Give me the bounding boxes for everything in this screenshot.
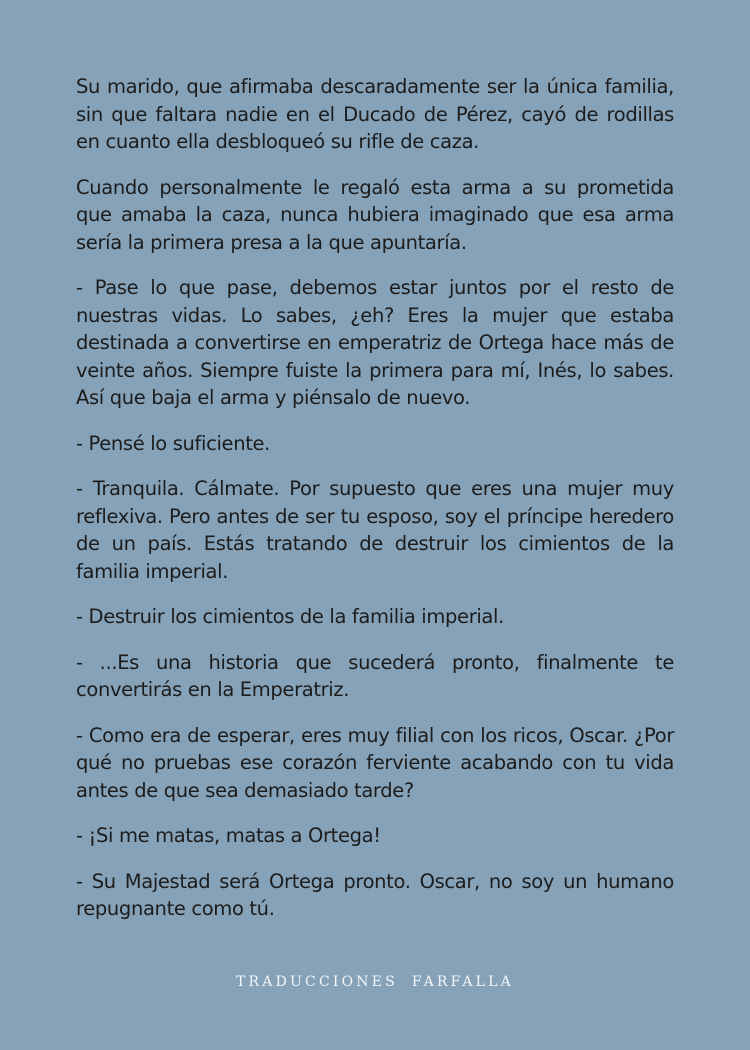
paragraph-10: - Su Majestad será Ortega pronto. Oscar, no soy un humano repugnante como tú. bbox=[76, 869, 674, 920]
body-text bbox=[76, 73, 674, 941]
paragraph-4: - Pensé lo suficiente. bbox=[76, 431, 270, 455]
footer-word-1: TRADUCCIONES bbox=[236, 974, 398, 990]
paragraph-2: Cuando personalmente le regaló esta arma a su prometida que amaba la caza, nunca hubiera imaginado que esa arma sería la primera presa a la que apuntaría. bbox=[76, 175, 674, 254]
footer-word-2: FARFALLA bbox=[411, 974, 514, 990]
footer-credit bbox=[0, 974, 750, 990]
paragraph-6: - Destruir los cimientos de la familia imperial. bbox=[76, 605, 504, 628]
paragraph-7: - ...Es una historia que sucederá pronto, finalmente te convertirás en la Emperatriz. bbox=[76, 650, 674, 701]
paragraph-3: - Pase lo que pase, debemos estar juntos por el resto de nuestras vidas. Lo sabes, ¿eh? Eres la mujer que estaba destinada a convertirse en emperatriz de Ortega hace más de veinte años. Siempre fuiste la primera para mí, Inés, lo sabes. Así que baja el arma y piénsalo de nuevo. bbox=[76, 276, 674, 409]
paragraph-1: Su marido, que afirmaba descaradamente ser la única familia, sin que faltara nadie en el Ducado de Pérez, cayó de rodillas en cuanto ella desbloqueó su rifle de caza. bbox=[76, 75, 674, 153]
paragraph-8: - Como era de esperar, eres muy filial con los ricos, Oscar. ¿Por qué no pruebas ese corazón ferviente acabando con tu vida antes de que sea demasiado tarde? bbox=[76, 723, 674, 802]
paragraph-9: - ¡Si me matas, matas a Ortega! bbox=[76, 824, 381, 847]
paragraph-5: - Tranquila. Cálmate. Por supuesto que eres una mujer muy reflexiva. Pero antes de ser tu esposo, soy el príncipe heredero de un país. Estás tratando de destruir los cimientos de la familia imperial. bbox=[76, 477, 674, 583]
